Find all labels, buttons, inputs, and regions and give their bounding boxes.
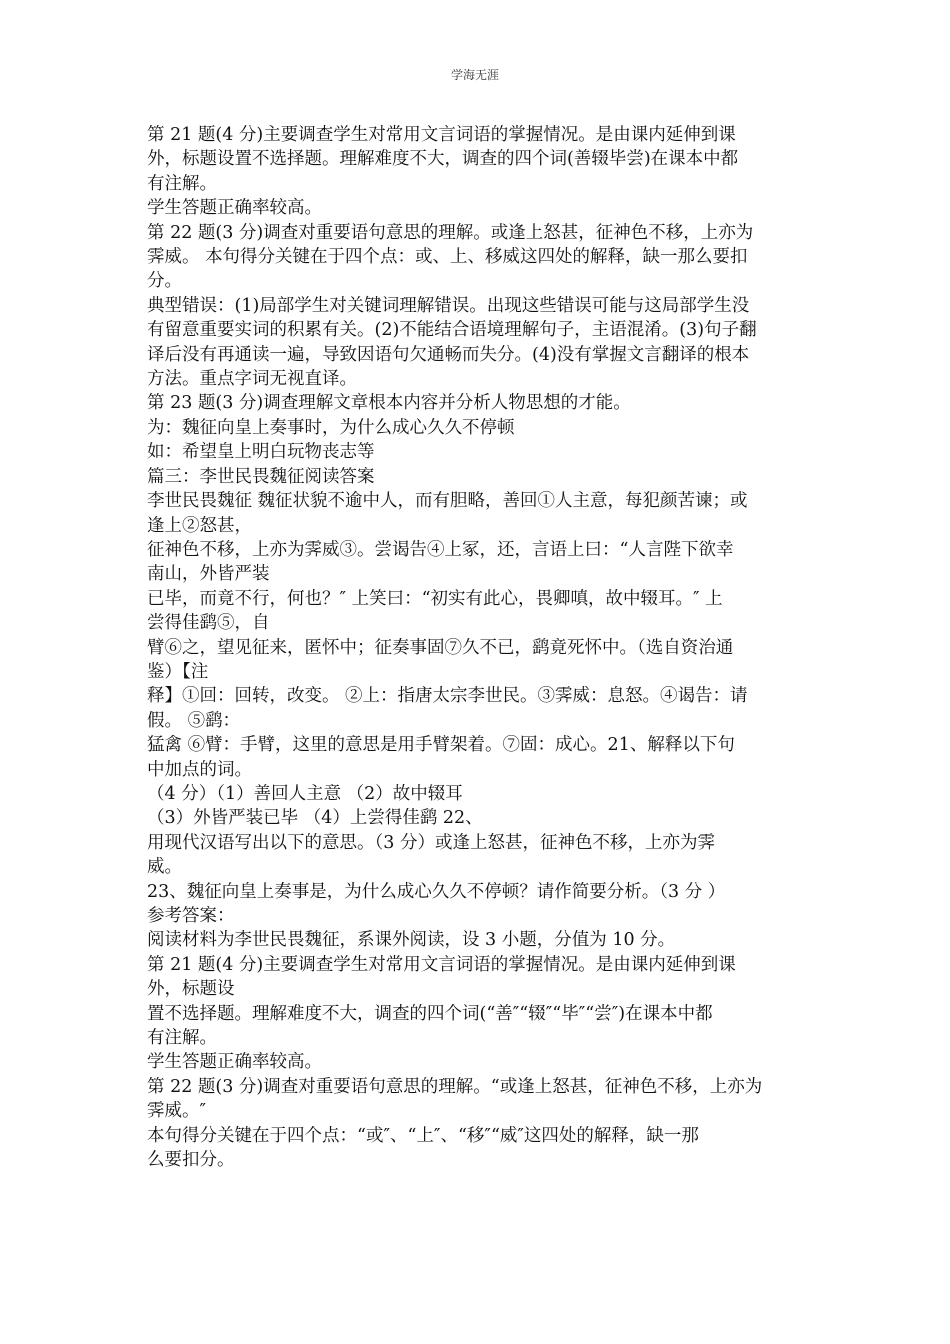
text-line: 霁威。″ — [147, 1101, 207, 1122]
text-line: 尝得佳鹞⑤，自 — [147, 613, 270, 634]
text-line: 中加点的词。 — [147, 759, 252, 780]
text-line: 么要扣分。 — [147, 1150, 235, 1171]
text-line: 征神色不移，上亦为霁威③。尝谒告④上冢，还，言语上曰：“人言陛下欲幸 — [147, 539, 734, 560]
text-line: 南山，外皆严装 — [147, 564, 270, 585]
text-line: 臂⑥之，望见征来，匿怀中；征奏事固⑦久不已，鹞竟死怀中。（选自资治通 — [147, 637, 734, 658]
text-line: 释】①回：回转，改变。 ②上：指唐太宗李世民。③霁威：息怒。④谒告：请 — [147, 686, 748, 707]
text-line: （4 分）（1）善回人主意 （2）故中辍耳 — [147, 783, 463, 804]
text-line: 分。 — [147, 271, 182, 292]
text-line: 已毕，而竟不行，何也？″ 上笑曰：“初实有此心，畏卿嗔，故中辍耳。″ 上 — [147, 588, 723, 609]
answer-heading: 参考答案： — [147, 906, 235, 926]
text-line: 学生答题正确率较高。 — [147, 1052, 322, 1073]
text-line: 第 22 题(3 分)调查对重要语句意思的理解。“或逢上怒甚，征神色不移，上亦为 — [147, 1076, 763, 1097]
text-line: 有注解。 — [147, 173, 217, 194]
text-line: 外，标题设置不选择题。理解难度不大，调查的四个词(善辍毕尝)在课本中都 — [147, 149, 739, 170]
text-line: 用现代汉语写出以下的意思。（3 分）或逢上怒甚，征神色不移，上亦为霁 — [147, 832, 715, 853]
text-line: 威。 — [147, 857, 182, 878]
text-line: 第 23 题(3 分)调查理解文章根本内容并分析人物思想的才能。 — [147, 393, 631, 414]
text-line: 学生答题正确率较高。 — [147, 198, 322, 219]
text-line: 有留意重要实词的积累有关。(2)不能结合语境理解句子，主语混淆。(3)句子翻 — [147, 320, 757, 341]
text-line: 第 21 题(4 分)主要调查学生对常用文言词语的掌握情况。是由课内延伸到课 — [147, 125, 736, 145]
text-line: 假。 ⑤鹞： — [147, 710, 241, 731]
text-line: 鉴）【注 — [147, 661, 209, 682]
text-line: 本句得分关键在于四个点：“或″、“上″、“移″“威″这四处的解释，缺一那 — [147, 1125, 699, 1146]
text-line: 如：希望皇上明白玩物丧志等 — [147, 442, 375, 463]
text-line: 置不选择题。理解难度不大，调查的四个词(“善″“辍″“毕″“尝″)在课本中都 — [147, 1003, 713, 1024]
text-line: （3）外皆严装已毕 （4）上尝得佳鹞 22、 — [147, 808, 483, 829]
text-line: 霁威。 本句得分关键在于四个点：或、上、移威这四处的解释，缺一那么要扣 — [147, 247, 748, 268]
text-line: 译后没有再通读一遍，导致因语句欠通畅而失分。(4)没有掌握文言翻译的根本 — [147, 344, 750, 365]
text-line: 为：魏征向皇上奏事时，为什么成心久久不停顿 — [147, 417, 515, 438]
section-title: 篇三：李世民畏魏征阅读答案 — [147, 466, 375, 487]
text-line: 李世民畏魏征 魏征状貌不逾中人，而有胆略，善回①人主意，每犯颜苦谏；或 — [147, 491, 748, 512]
text-line: 外，标题设 — [147, 979, 235, 1000]
text-line: 有注解。 — [147, 1028, 217, 1049]
text-line: 第 22 题(3 分)调查对重要语句意思的理解。或逢上怒甚，征神色不移，上亦为 — [147, 222, 754, 243]
text-line: 典型错误：(1)局部学生对关键词理解错误。出现这些错误可能与这局部学生没 — [147, 295, 750, 316]
text-line: 第 21 题(4 分)主要调查学生对常用文言词语的掌握情况。是由课内延伸到课 — [147, 954, 736, 975]
text-line: 阅读材料为李世民畏魏征，系课外阅读，设 3 小题，分值为 10 分。 — [147, 930, 676, 951]
text-line: 23、魏征向皇上奏事是，为什么成心久久不停顿？请作简要分析。（3 分 ） — [147, 881, 726, 902]
text-line: 猛禽 ⑥臂：手臂，这里的意思是用手臂架着。⑦固：成心。21、解释以下句 — [147, 735, 735, 756]
document-body — [147, 123, 809, 1172]
page-header: 学海无涯 — [450, 68, 499, 82]
text-line: 逢上②怒甚， — [147, 515, 252, 536]
text-line: 方法。重点字词无视直译。 — [147, 369, 357, 390]
